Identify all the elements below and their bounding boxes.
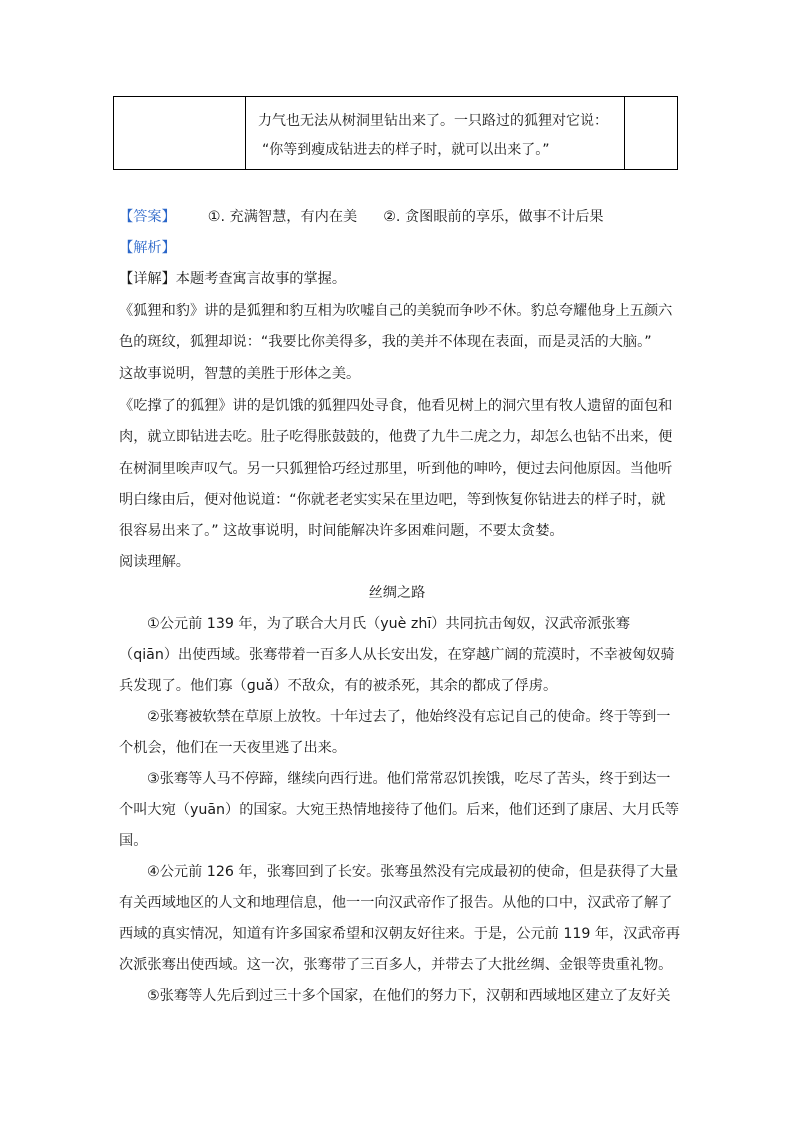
detail-line: 《吃撑了的狐狸》讲的是饥饿的狐狸四处寻食，他看见树上的洞穴里有牧人遗留的面包和 [119, 398, 673, 414]
answer-item-1: ①. 充满智慧，有内在美 [207, 209, 358, 225]
reading-line: 个叫大宛（yuān）的国家。大宛王热情地接待了他们。后来，他们还到了康居、大月氏等 [119, 802, 680, 818]
table-cell-empty-right [625, 97, 678, 170]
reading-line: 国。 [119, 833, 148, 849]
reading-line: （qiān）出使西域。张骞带着一百多人从长安出发，在穿越广阔的荒漠时，不幸被匈奴骑 [119, 647, 675, 663]
reading-line: 次派张骞出使西域。这一次，张骞带了三百多人，并带去了大批丝绸、金银等贵重礼物。 [119, 957, 673, 973]
detail-line: 肉，就立即钻进去吃。肚子吃得胀鼓鼓的，他费了九牛二虎之力，却怎么也钻不出来，便 [119, 429, 673, 445]
detail-intro: 本题考查寓言故事的掌握。 [175, 271, 347, 287]
reading-label: 阅读理解。 [119, 554, 190, 570]
detail-line: 《狐狸和豹》讲的是狐狸和豹互相为吹嘘自己的美貌而争吵不休。豹总夸耀他身上五颜六 [119, 303, 673, 319]
detail-line: 明白缘由后，便对他说道：“你就老老实实呆在里边吧，等到恢复你钻进去的样子时，就 [119, 492, 666, 508]
detail-line: 色的斑纹，狐狸却说：“我要比你美得多，我的美并不体现在表面，而是灵活的大脑。” [119, 334, 652, 350]
reading-line: ②张骞被软禁在草原上放牧。十年过去了，他始终没有忘记自己的使命。终于等到一 [147, 709, 671, 725]
answer-line [119, 207, 604, 227]
reading-title: 丝绸之路 [368, 585, 426, 601]
reading-line: 西域的真实情况，知道有许多国家希望和汉朝友好往来。于是，公元前 119 年，汉武帝再 [119, 926, 681, 942]
detail-intro-line [119, 269, 346, 289]
reading-line: 兵发现了。他们寡（ɡuǎ）不敌众，有的被杀死，其余的都成了俘虏。 [119, 678, 558, 694]
detail-line: 在树洞里唉声叹气。另一只狐狸恰巧经过那里，听到他的呻吟，便过去问他原因。当他听 [119, 461, 673, 477]
reading-line: ⑤张骞等人先后到过三十多个国家，在他们的努力下，汉朝和西域地区建立了友好关 [147, 988, 671, 1004]
reading-line: ④公元前 126 年，张骞回到了长安。张骞虽然没有完成最初的使命，但是获得了大量 [147, 864, 679, 880]
table-text-line-1: 力气也无法从树洞里钻出来了。一只路过的狐狸对它说： [258, 113, 608, 129]
detail-line: 很容易出来了。” 这故事说明，时间能解决许多困难问题，不要太贪婪。 [119, 523, 564, 539]
answer-label: 【答案】 [119, 209, 176, 225]
analysis-label: 【解析】 [119, 240, 176, 256]
table-cell-empty-left [114, 97, 246, 170]
story-table [113, 96, 678, 170]
reading-line: ①公元前 139 年，为了联合大月氏（yuè zhī）共同抗击匈奴，汉武帝派张骞 [147, 616, 630, 632]
table-cell-text [246, 97, 625, 170]
reading-line: 个机会，他们在一天夜里逃了出来。 [119, 740, 347, 756]
detail-line: 这故事说明，智慧的美胜于形体之美。 [119, 366, 361, 382]
answer-item-2: ②. 贪图眼前的享乐，做事不计后果 [383, 209, 604, 225]
table-text-line-2: “你等到瘦成钻进去的样子时，就可以出来了。” [262, 142, 550, 158]
reading-line: 有关西域地区的人文和地理信息，他一一向汉武帝作了报告。从他的口中，汉武帝了解了 [119, 895, 673, 911]
reading-line: ③张骞等人马不停蹄，继续向西行进。他们常常忍饥挨饿，吃尽了苦头，终于到达一 [147, 771, 671, 787]
detail-label: 【详解】 [119, 271, 176, 287]
